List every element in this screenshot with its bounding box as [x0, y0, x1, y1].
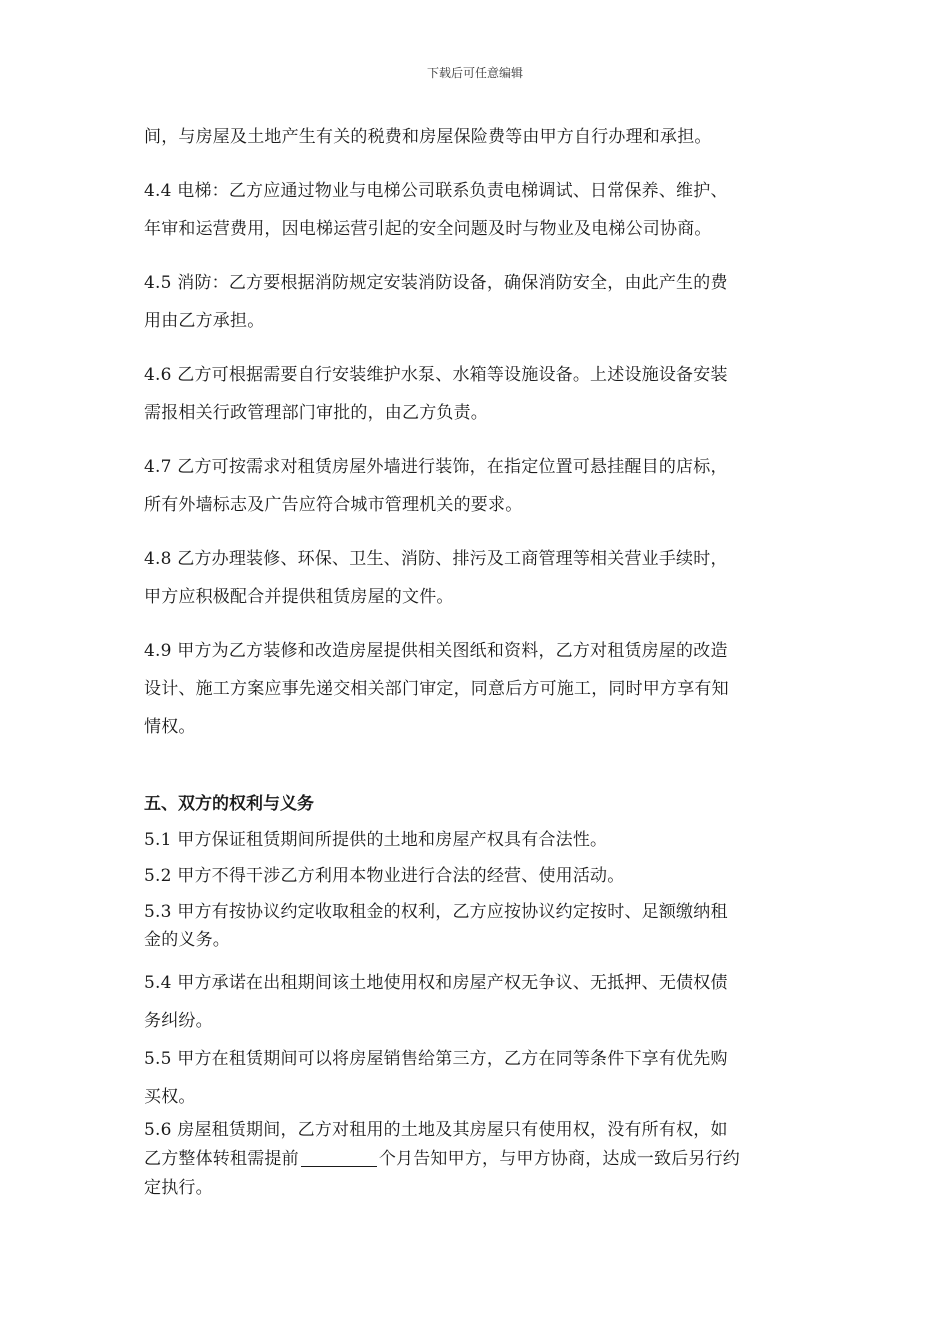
- paragraph-5-1: [144, 826, 812, 854]
- text-line: 务纠纷。: [144, 1011, 213, 1031]
- text-line: 4.8 乙方办理装修、环保、卫生、消防、排污及工商管理等相关营业手续时，: [144, 549, 728, 569]
- text-line: 情权。: [144, 717, 196, 737]
- text-segment: 个月告知甲方，与甲方协商，达成一致后另行约: [378, 1149, 741, 1169]
- paragraph-4-9: [144, 632, 812, 746]
- text-line: 4.7 乙方可按需求对租赁房屋外墙进行装饰，在指定位置可悬挂醒目的店标，: [144, 457, 728, 477]
- text-line: 间，与房屋及土地产生有关的税费和房屋保险费等由甲方自行办理和承担。: [144, 127, 712, 147]
- text-line: 5.2 甲方不得干涉乙方利用本物业进行合法的经营、使用活动。: [144, 866, 625, 886]
- page-header: 下载后可任意编辑: [426, 66, 523, 80]
- text-line: 所有外墙标志及广告应符合城市管理机关的要求。: [144, 495, 523, 515]
- paragraph-4-7: [144, 448, 812, 524]
- text-line: 4.6 乙方可根据需要自行安装维护水泵、水箱等设施设备。上述设施设备安装: [144, 365, 728, 385]
- text-line: 4.4 电梯：乙方应通过物业与电梯公司联系负责电梯调试、日常保养、维护、: [144, 181, 728, 201]
- section-5-title: 五、双方的权利与义务: [144, 794, 314, 814]
- text-line: 甲方应积极配合并提供租赁房屋的文件。: [144, 587, 454, 607]
- paragraph-4-6: [144, 356, 812, 432]
- section-5-body: [144, 790, 812, 1203]
- text-line: 4.9 甲方为乙方装修和改造房屋提供相关图纸和资料，乙方对租赁房屋的改造: [144, 641, 728, 661]
- paragraph-5-4: [144, 964, 812, 1040]
- text-line: 定执行。: [144, 1178, 213, 1198]
- paragraph-5-2: [144, 862, 812, 890]
- text-line: 5.6 房屋租赁期间，乙方对租用的土地及其房屋只有使用权，没有所有权，如: [144, 1120, 728, 1140]
- paragraph-5-6: [144, 1116, 812, 1203]
- paragraph-4-8: [144, 540, 812, 616]
- paragraph-4-5: [144, 264, 812, 340]
- text-line: 设计、施工方案应事先递交相关部门审定，同意后方可施工，同时甲方享有知: [144, 679, 729, 699]
- text-line: 5.4 甲方承诺在出租期间该土地使用权和房屋产权无争议、无抵押、无债权债: [144, 973, 728, 993]
- paragraph-5-3: [144, 898, 812, 954]
- paragraph-4-4: [144, 172, 812, 248]
- paragraph-4-3-continued: [144, 118, 812, 156]
- text-line: 用由乙方承担。: [144, 311, 265, 331]
- text-line: 买权。: [144, 1087, 196, 1107]
- text-line: 金的义务。: [144, 930, 230, 950]
- text-line: 4.5 消防：乙方要根据消防规定安装消防设备，确保消防安全，由此产生的费: [144, 273, 728, 293]
- text-line: 5.3 甲方有按协议约定收取租金的权利，乙方应按协议约定按时、足额缴纳租: [144, 902, 728, 922]
- text-line: [144, 1145, 812, 1174]
- text-line: 需报相关行政管理部门审批的，由乙方负责。: [144, 403, 488, 423]
- text-line: 5.5 甲方在租赁期间可以将房屋销售给第三方，乙方在同等条件下享有优先购: [144, 1049, 728, 1069]
- text-segment: 乙方整体转租需提前: [144, 1149, 299, 1169]
- fill-in-blank: [301, 1148, 377, 1167]
- paragraph-5-5: [144, 1040, 812, 1116]
- text-line: 年审和运营费用，因电梯运营引起的安全问题及时与物业及电梯公司协商。: [144, 219, 712, 239]
- section-4-body: [144, 118, 812, 762]
- text-line: 5.1 甲方保证租赁期间所提供的土地和房屋产权具有合法性。: [144, 830, 608, 850]
